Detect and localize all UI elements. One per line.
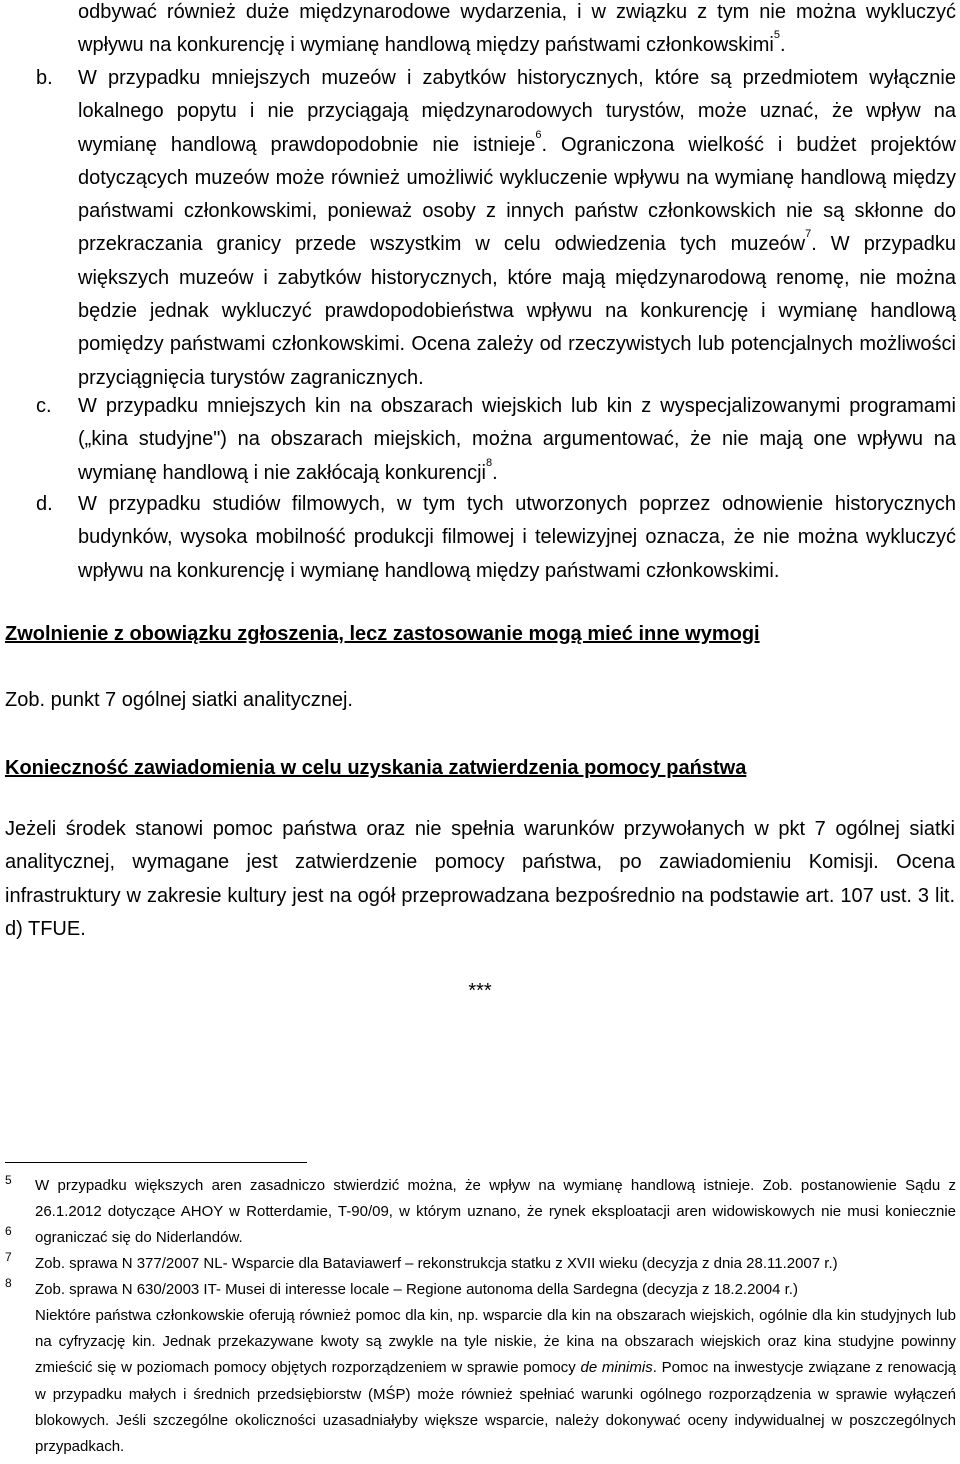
lead-text: odbywać również duże międzynarodowe wydarzenia, i w związku z tym nie można wykluczyć wpływu na konkurencję i wymianę handlową między państwami członkowskimi <box>78 1 956 57</box>
footnote-ref-6[interactable]: 6 <box>535 128 542 141</box>
item-text: . W przypadku większych muzeów i zabytków historycznych, które mają międzynarodową renomę, nie można będzie jednak wykluczyć prawdopodobieństwa wpływu na konkurencję i wymianę handlową pomiędzy państwami członkowskimi. Ocena zależy od rzeczywistych lub potencjalnych możliwości przyciągnięcia turystów zagranicznych. <box>78 233 956 389</box>
list-marker: d. <box>36 493 53 515</box>
footnote-5: W przypadku większych aren zasadniczo stwierdzić można, że wpływ na wymianę handlową istnieje. Zob. postanowienie Sądu z 26.1.2012 dotyczące AHOY w Rotterdamie, T-90/09, w którym uznano, że rynek eksploatacji aren widowiskowych nie musi koniecznie ograniczać się do Niderlandów. <box>35 1177 956 1247</box>
footnote-number: 8 <box>5 1276 12 1290</box>
footnote-number: 5 <box>5 1173 12 1187</box>
list-item-b <box>36 62 956 395</box>
section-heading: Konieczność zawiadomienia w celu uzyskania zatwierdzenia pomocy państwa <box>5 757 747 779</box>
footnote-ref-7[interactable]: 7 <box>805 228 812 241</box>
lead-paragraph <box>78 0 956 63</box>
item-text: . <box>492 461 498 484</box>
item-text: W przypadku mniejszych muzeów i zabytków historycznych, które są przedmiotem wyłącznie lokalnego popytu i nie przyciągają międzynarodowych turystów, może uznać, że wpływ na wymianę handlową prawdopodobnie nie istnieje <box>78 67 956 156</box>
list-item-d <box>36 488 956 588</box>
footnote-number: 6 <box>5 1224 12 1238</box>
body-paragraph: Zob. punkt 7 ogólnej siatki analitycznej. <box>5 689 353 711</box>
section-heading: Zwolnienie z obowiązku zgłoszenia, lecz zastosowanie mogą mieć inne wymogi <box>5 623 760 645</box>
footnote-text: Niektóre państwa członkowskie oferują również pomoc dla kin, np. wsparcie dla kin na obszarach wiejskich, ogólnie dla kin studyjnych lub na cyfryzację kin. Jednak przekazywane kwoty są zwykle na tyle niskie, że kina na obszarach wiejskich oraz kina studyjne powinny zmieścić się w poziomach pomocy objętych rozporządzeniem w sprawie pomocy <box>35 1307 956 1377</box>
section-separator: *** <box>468 980 492 1002</box>
item-text: W przypadku mniejszych kin na obszarach wiejskich lub kin z wyspecjalizowanymi programami („kina studyjne") na obszarach miejskich, można argumentować, że nie mają one wpływu na wymianę handlową i nie zakłócają konkurencji <box>78 395 956 484</box>
list-item-c <box>36 390 956 490</box>
list-marker: b. <box>36 67 53 89</box>
footnote-emphasis: de minimis <box>580 1359 653 1377</box>
footnote-8 <box>35 1303 956 1460</box>
footnote-ref-5[interactable]: 5 <box>773 29 780 42</box>
footnote-number: 7 <box>5 1250 12 1264</box>
body-paragraph: Jeżeli środek stanowi pomoc państwa oraz nie spełnia warunków przywołanych w pkt 7 ogólnej siatki analitycznej, wymagane jest zatwierdzenie pomocy państwa, po zawiadomieniu Komisji. Ocena infrastruktury w zakresie kultury jest na ogół przeprowadzana bezpośrednio na podstawie art. 107 ust. 3 lit. d) TFUE. <box>5 818 955 940</box>
item-text: W przypadku studiów filmowych, w tym tych utworzonych poprzez odnowienie historycznych budynków, wysoka mobilność produkcji filmowej i telewizyjnej oznacza, że nie można wykluczyć wpływu na konkurencję i wymianę handlową między państwami członkowskimi. <box>78 493 956 582</box>
footnote-ref-8[interactable]: 8 <box>486 456 493 469</box>
footnote-6: Zob. sprawa N 377/2007 NL- Wsparcie dla Bataviawerf – rekonstrukcja statku z XVII wieku (decyzja z dnia 28.11.2007 r.) <box>35 1255 838 1272</box>
list-marker: c. <box>36 395 52 417</box>
footnote-divider <box>5 1162 307 1163</box>
footnote-7: Zob. sprawa N 630/2003 IT- Musei di interesse locale – Regione autonoma della Sardegna (decyzja z 18.2.2004 r.) <box>35 1281 798 1298</box>
footnote-text: . Pomoc na inwestycje związane z renowacją w przypadku małych i średnich przedsiębiorstw (MŚP) może również spełniać warunki ogólnego rozporządzenia w sprawie wyłączeń blokowych. Jeśli szczególne okoliczności uzasadniałyby większe wsparcie, należy dokonywać oceny indywidualnej w poszczególnych przypadkach. <box>35 1359 957 1456</box>
lead-end: . <box>779 34 786 57</box>
item-text: . Ograniczona wielkość i budżet projektów dotyczących muzeów może również umożliwić wykluczenie wpływu na wymianę handlową między państwami członkowskimi, ponieważ osoby z innych państw członkowskich nie są skłonne do przekraczania granicy przede wszystkim w celu odwiedzenia tych muzeów <box>78 133 956 256</box>
